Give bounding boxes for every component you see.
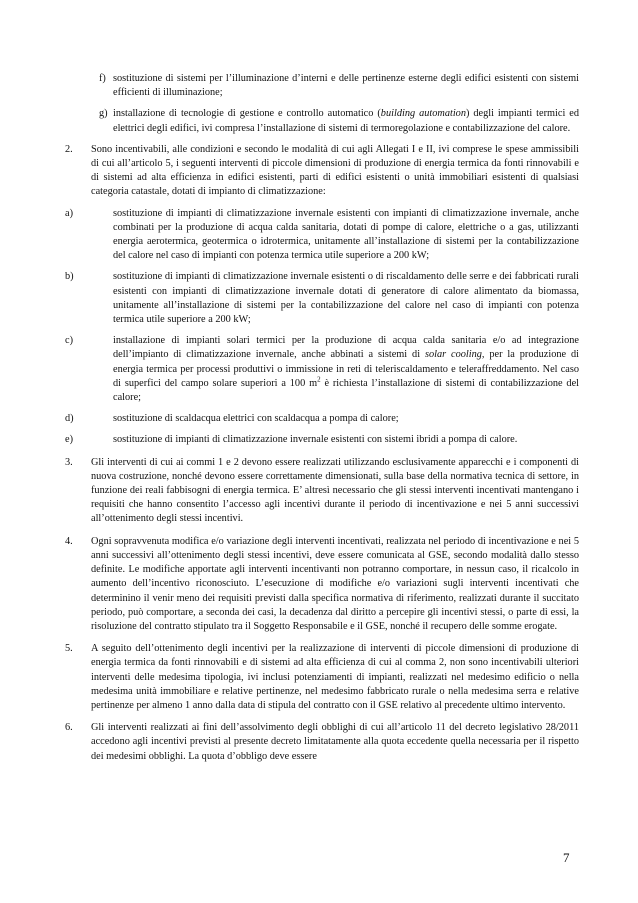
list-item-d	[65, 412, 579, 426]
text-segment: è richiesta l’installazione di sistemi di contabilizzazione del calore;	[113, 377, 579, 404]
item-text: Gli interventi di cui ai commi 1 e 2 devono essere realizzati utilizzando esclusivamente apparecchi e i componenti di nuova costruzione, nonché devono essere correttamente dimensionati, sulla base della normativa tecnica di settore, in funzione dei reali fabbisogni di energia termica. E’ altresì necessario che gli stessi interventi incentivati mantengano i requisiti che hanno consentito l’accesso agli incentivi durante il periodo di incentivazione e nei 5 anni successivi all’ottenimento degli stessi incentivi.	[91, 456, 579, 525]
document-body	[65, 72, 579, 772]
list-item-b	[65, 270, 579, 327]
text-segment: ) degli impianti termici ed elettrici degli edifici, ivi compresa l’installazione di sistemi di termoregolazione e contabilizzazione del calore.	[113, 108, 580, 134]
numbered-item-4	[65, 535, 579, 634]
text-segment: installazione di tecnologie di gestione e controllo automatico (	[113, 108, 381, 120]
list-item-f	[65, 72, 579, 100]
superscript: 2	[317, 375, 321, 384]
numbered-item-2	[65, 143, 579, 448]
item-text: sostituzione di scaldacqua elettrici con scaldacqua a pompa di calore;	[113, 413, 399, 425]
list-item-g	[65, 107, 579, 135]
item-label: f)	[99, 73, 106, 84]
item-label: g)	[99, 108, 108, 120]
item-text: Ogni sopravvenuta modifica e/o variazione degli interventi incentivati, realizzata nel periodo di incentivazione e nei 5 anni successivi all’ottenimento degli stessi incentivi, deve essere comunicata al GSE, secondo modalità dallo stesso definite. Le modifiche apportate agli interventi incentivanti non potranno comportare, in nessun caso, il ricalcolo in aumento dell’incentivo riconosciuto. L’esecuzione di modifiche e/o variazioni sugli interventi incentivati che determinino il venir meno dei requisiti previsti dalla specifica normativa di riferimento, realizzati durante il succitato periodo, può comportare, a seconda dei casi, la decadenza dal diritto a percepire gli incentivi stessi, o parte di essi, la risoluzione del contratto stipulato tra il Soggetto Responsabile e il GSE, nonché il recupero delle somme erogate.	[91, 535, 579, 632]
item-text: sostituzione di impianti di climatizzazione invernale esistenti o di riscaldamento delle serre e dei fabbricati rurali esistenti con impianti di climatizzazione invernale dotati di generatore di calore alimentato da biomassa, unitamente all’installazione di sistemi per la contabilizzazione del calore nel caso di impianti con potenza termica utile superiore a 200 kW;	[113, 271, 579, 326]
item-label: b)	[65, 271, 74, 283]
item-label: d)	[65, 413, 74, 425]
italic-term: solar cooling,	[424, 349, 485, 361]
item-label: e)	[65, 434, 73, 446]
list-item-e	[65, 433, 579, 447]
item-text	[99, 334, 579, 405]
item-label: c)	[65, 335, 73, 347]
numbered-item-5	[65, 642, 579, 713]
text-segment: installazione di impianti solari termici per la produzione di acqua calda sanitaria e/o ad integrazione dell’impianto di climatizzazione invernale, anche abbinati a sistemi di	[113, 335, 579, 361]
item-text: Gli interventi realizzati ai fini dell’assolvimento degli obblighi di cui all’articolo 11 del decreto legislativo 28/2011 accedono agli incentivi previsti al presente decreto limitatamente alla quota eccedente quella necessaria per il rispetto dei medesimi obblighi. La quota d’obbligo deve essere	[91, 722, 579, 762]
item-number: 3.	[65, 456, 73, 468]
numbered-item-6	[65, 721, 579, 764]
item-number: 5.	[65, 643, 73, 655]
list-item-a	[65, 207, 579, 264]
text-segment: per la produzione di energia termica per processi produttivi o immissione in reti di teleriscaldamento e teleraffreddamento. Nel caso di superfici del campo solare superiori a 100 m	[113, 349, 579, 389]
item-number: 2.	[65, 143, 73, 155]
numbered-item-3	[65, 456, 579, 527]
item-label: a)	[65, 207, 73, 219]
page-number: 7	[563, 850, 570, 865]
list-item-c	[65, 334, 579, 405]
item-text: sostituzione di sistemi per l’illuminazione d’interni e delle pertinenze esterne degli edifici esistenti con sistemi efficienti di illuminazione;	[113, 73, 579, 99]
item-text: sostituzione di impianti di climatizzazione invernale esistenti con impianti di climatizzazione invernale, anche combinati per la produzione di acqua calda sanitaria, dotati di pompe di calore, elettriche o a gas, utilizzanti energia aerotermica, geotermica o idrotermica, unitamente all’installazione di sistemi per la contabilizzazione del calore nel caso di impianti con potenza termica utile superiore a 200 kW;	[113, 207, 579, 262]
item-text	[99, 107, 579, 135]
italic-term: building automation	[380, 108, 466, 120]
item-intro: Sono incentivabili, alle condizioni e secondo le modalità di cui agli Allegati I e II, ivi comprese le spese ammissibili di cui all’articolo 5, i seguenti interventi di piccole dimensioni di produzione di energia termica da fonti rinnovabili e di sistemi ad alta efficienza in edifici esistenti, parti di edifici esistenti o unità immobiliari esistenti di qualsiasi categoria catastale, dotati di impianto di climatizzazione:	[91, 143, 579, 198]
item-number: 6.	[65, 722, 73, 734]
item-text: sostituzione di impianti di climatizzazione invernale esistenti con sistemi ibridi a pompa di calore.	[113, 434, 518, 446]
item-text: A seguito dell’ottenimento degli incentivi per la realizzazione di interventi di piccole dimensioni di produzione di energia termica da fonti rinnovabili e di sistemi ad alta efficienza di cui al comma 2, non sono incentivabili ulteriori interventi delle medesima tipologia, ivi inclusi potenziamenti di impianti, realizzati nel medesimo edificio o nella medesima unità immobiliare e relative pertinenze, nel medesimo fabbricato rurale o nella medesima serra e relative pertinenze per almeno 1 anno dalla data di stipula del contratto con il GSE relativo al precedente ultimo intervento.	[91, 643, 579, 711]
item-number: 4.	[65, 535, 73, 547]
